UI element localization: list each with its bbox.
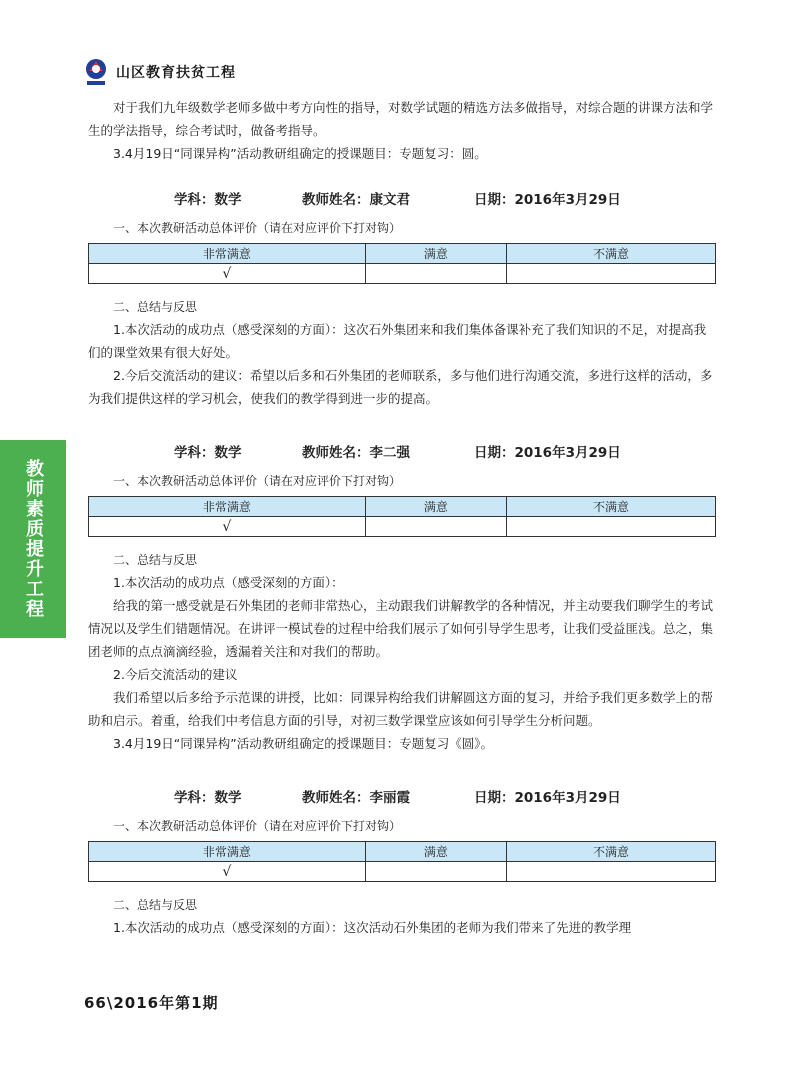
side-section-tab: [0, 440, 66, 638]
teacher-info-row: [88, 183, 716, 213]
date-label: 日期：2016年3月29日: [474, 192, 621, 208]
header-satisfied: 满意: [365, 244, 506, 264]
table-row: [89, 517, 716, 537]
teacher-info-row: [88, 781, 716, 811]
evaluation-block-2: [88, 436, 716, 755]
section-1-title: 一、本次教研活动总体评价（请在对应评价下打对钩）: [113, 474, 402, 488]
paragraph: 1.本次活动的成功点（感受深刻的方面）：这次活动石外集团的老师为我们带来了先进的教学理: [113, 920, 632, 935]
check-very-satisfied: √: [89, 517, 366, 537]
header-very-satisfied: 非常满意: [89, 244, 366, 264]
teacher-info-row: [88, 436, 716, 466]
section-2-title: 二、总结与反思: [113, 553, 198, 567]
date-label: 日期：2016年3月29日: [474, 445, 621, 461]
check-unsatisfied: [506, 517, 715, 537]
check-satisfied: [365, 264, 506, 284]
section-2-title: 二、总结与反思: [113, 300, 198, 314]
teacher-name: 教师姓名：康文君: [302, 192, 410, 208]
header-unsatisfied: 不满意: [506, 244, 715, 264]
paragraph: 2.今后交流活动的建议：希望以后多和石外集团的老师联系，多与他们进行沟通交流，多进行这样的活动，多为我们提供这样的学习机会，使我们的教学得到进一步的提高。: [88, 368, 713, 406]
check-very-satisfied: √: [89, 264, 366, 284]
check-very-satisfied: √: [89, 862, 366, 882]
table-header-row: [89, 842, 716, 862]
paragraph: 3.4月19日“同课异构”活动教研组确定的授课题目：专题复习《圆》。: [113, 736, 493, 751]
evaluation-block-3: [88, 781, 716, 939]
section-2-title: 二、总结与反思: [113, 898, 198, 912]
header-unsatisfied: 不满意: [506, 842, 715, 862]
table-header-row: [89, 244, 716, 264]
check-unsatisfied: [506, 862, 715, 882]
school-logo-icon: [82, 57, 110, 87]
evaluation-table: [88, 496, 716, 537]
paragraph: 1.本次活动的成功点（感受深刻的方面）：: [113, 575, 344, 590]
side-tab-text: 教师素质提升工程: [23, 459, 44, 619]
subject-label: 学科：数学: [174, 192, 242, 208]
subject-label: 学科：数学: [174, 445, 242, 461]
section-1-title: 一、本次教研活动总体评价（请在对应评价下打对钩）: [113, 819, 402, 833]
page-content: [88, 96, 716, 939]
table-row: [89, 264, 716, 284]
header-very-satisfied: 非常满意: [89, 842, 366, 862]
teacher-name: 教师姓名：李丽霞: [302, 790, 410, 806]
paragraph: 我们希望以后多给予示范课的讲授，比如：同课异构给我们讲解圆这方面的复习，并给予我们更多数学上的帮助和启示。着重，给我们中考信息方面的引导，对初三数学课堂应该如何引导学生分析问题。: [88, 690, 714, 728]
header-very-satisfied: 非常满意: [89, 497, 366, 517]
table-row: [89, 862, 716, 882]
teacher-name: 教师姓名：李二强: [302, 445, 410, 461]
paragraph: 1.本次活动的成功点（感受深刻的方面）：这次石外集团来和我们集体备课补充了我们知识的不足，对提高我们的课堂效果有很大好处。: [88, 322, 707, 360]
check-satisfied: [365, 862, 506, 882]
table-header-row: [89, 497, 716, 517]
evaluation-table: [88, 841, 716, 882]
evaluation-table: [88, 243, 716, 284]
page-header: [82, 52, 236, 92]
section-1-title: 一、本次教研活动总体评价（请在对应评价下打对钩）: [113, 221, 402, 235]
check-satisfied: [365, 517, 506, 537]
subject-label: 学科：数学: [174, 790, 242, 806]
intro-paragraph-1: 对于我们九年级数学老师多做中考方向性的指导，对数学试题的精选方法多做指导，对综合题的讲课方法和学生的学法指导，综合考试时，做备考指导。: [88, 100, 714, 138]
header-title: 山区教育扶贫工程: [116, 65, 236, 81]
header-unsatisfied: 不满意: [506, 497, 715, 517]
evaluation-block-1: [88, 183, 716, 410]
date-label: 日期：2016年3月29日: [474, 790, 621, 806]
header-satisfied: 满意: [365, 842, 506, 862]
paragraph: 2.今后交流活动的建议: [113, 667, 238, 682]
page-footer: 66\2016年第1期: [84, 994, 219, 1012]
paragraph: 给我的第一感受就是石外集团的老师非常热心，主动跟我们讲解教学的各种情况，并主动要我们聊学生的考试情况以及学生们错题情况。在讲评一模试卷的过程中给我们展示了如何引导学生思考，让我们受益匪浅。总之，集团老师的点点滴滴经验，透漏着关注和对我们的帮助。: [88, 598, 714, 659]
check-unsatisfied: [506, 264, 715, 284]
header-satisfied: 满意: [365, 497, 506, 517]
intro-paragraph-2: 3.4月19日“同课异构”活动教研组确定的授课题目：专题复习：圆。: [113, 146, 487, 161]
